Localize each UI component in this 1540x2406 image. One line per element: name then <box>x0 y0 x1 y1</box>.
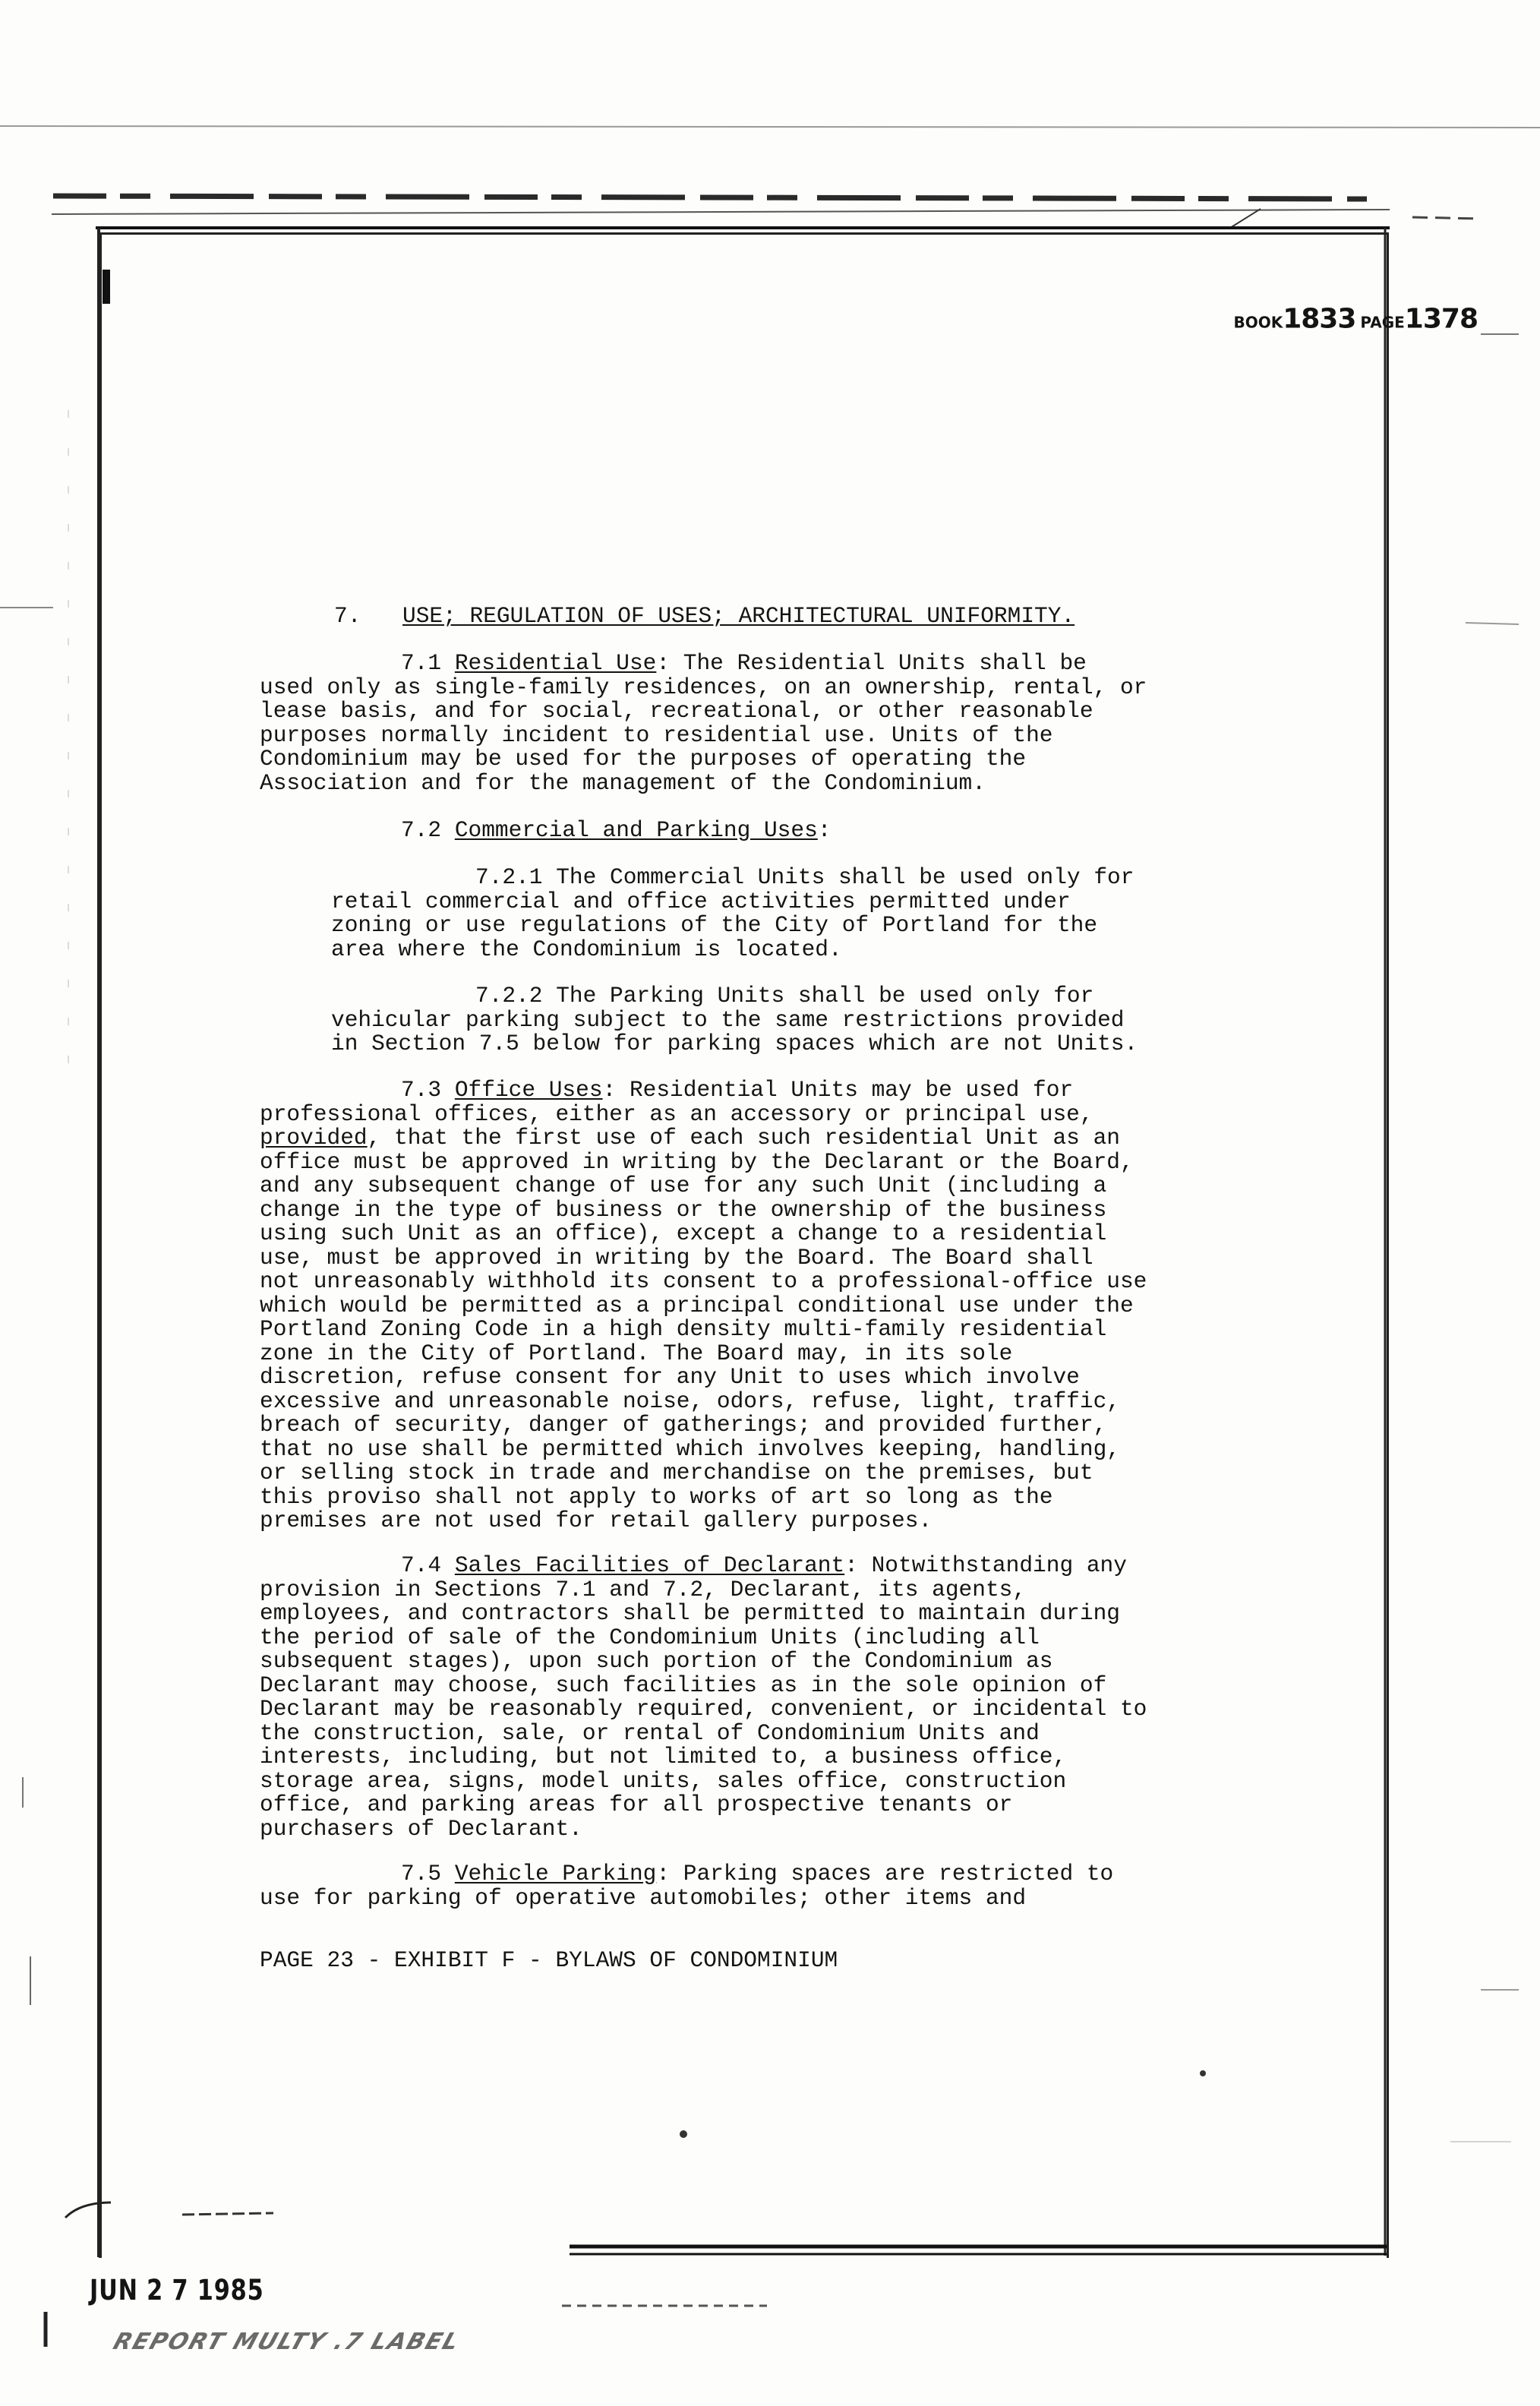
text-line: Association and for the management of the Condominium. <box>260 769 986 796</box>
text-line: purposes normally incident to residential use. Units of the <box>260 721 1053 748</box>
text-line: using such Unit as an office), except a change to a residential <box>260 1220 1107 1246</box>
text-line: excessive and unreasonable noise, odors, refuse, light, traffic, <box>260 1388 1120 1414</box>
text-line: and any subsequent change of use for any such Unit (including a <box>260 1173 1107 1198</box>
text-line: in Section 7.5 below for parking spaces which are not Units. <box>331 1031 1138 1056</box>
paragraph-7-4 <box>260 1554 1147 1841</box>
text-line: retail commercial and office activities permitted under <box>331 888 1071 914</box>
text-line: area where the Condominium is located. <box>331 936 842 962</box>
paragraph-7-1 <box>260 652 1147 795</box>
section-title: USE; REGULATION OF USES; ARCHITECTURAL UNIFORMITY. <box>402 603 1075 629</box>
text-line: discretion, refuse consent for any Unit to uses which involve <box>260 1364 1080 1390</box>
para-text: : The Residential Units shall be <box>656 650 1087 676</box>
para-heading: Residential Use <box>454 650 657 676</box>
text-line: zoning or use regulations of the City of Portland for the <box>331 912 1098 938</box>
illegible-stamp-smudge: REPORT MULTY .7 LABEL <box>109 2329 464 2355</box>
para-text: 7.2.2 The Parking Units shall be used only for <box>475 983 1094 1009</box>
text-line: the construction, sale, or rental of Condominium Units and <box>260 1719 1040 1746</box>
text-line: Condominium may be used for the purposes of operating the <box>260 746 1027 772</box>
text-fragment: , that the first use of each such residential Unit as an <box>367 1125 1120 1151</box>
paragraph-7-3 <box>260 1078 1147 1533</box>
paragraph-7-2-1 <box>331 866 1134 961</box>
text-line: premises are not used for retail gallery purposes. <box>260 1508 933 1533</box>
para-heading: Vehicle Parking <box>454 1861 657 1887</box>
text-line: office must be approved in writing by the Declarant or the Board, <box>260 1148 1134 1175</box>
para-number: 7.5 <box>401 1861 442 1887</box>
book-page-reference <box>1233 304 1478 335</box>
book-label: BOOK <box>1233 313 1283 332</box>
paragraph-7-2 <box>260 819 832 843</box>
text-line: provision in Sections 7.1 and 7.2, Declarant, its agents, <box>260 1576 1027 1602</box>
paragraph-7-5 <box>260 1862 1113 1910</box>
para-text: : Parking spaces are restricted to <box>656 1861 1114 1887</box>
paragraph-7-2-2 <box>331 984 1138 1056</box>
text-line: subsequent stages), upon such portion of the Condominium as <box>260 1648 1053 1674</box>
para-text: 7.2.1 The Commercial Units shall be used only for <box>475 864 1134 890</box>
text-line: professional offices, either as an accessory or principal use, <box>260 1100 1093 1127</box>
text-line: use for parking of operative automobiles; other items and <box>260 1884 1027 1911</box>
text-line: or selling stock in trade and merchandise on the premises, but <box>260 1460 1093 1486</box>
section-heading <box>334 605 1075 629</box>
text-line: which would be permitted as a principal conditional use under the <box>260 1292 1134 1318</box>
text-line: office, and parking areas for all prospective tenants or <box>260 1792 1013 1817</box>
para-number: 7.4 <box>401 1552 442 1578</box>
date-stamp: JUN 2 7 1985 <box>90 2274 264 2307</box>
text-line: Portland Zoning Code in a high density multi-family residential <box>260 1316 1107 1342</box>
page-footer: PAGE 23 - EXHIBIT F - BYLAWS OF CONDOMINIUM <box>260 1947 838 1973</box>
text-line: breach of security, danger of gatherings; and provided further, <box>260 1412 1107 1438</box>
text-line <box>260 1126 1147 1151</box>
text-line: used only as single-family residences, on an ownership, rental, or <box>260 674 1147 700</box>
page-label: PAGE <box>1360 313 1405 332</box>
text-line: the period of sale of the Condominium Units (including all <box>260 1624 1040 1650</box>
text-line: vehicular parking subject to the same restrictions provided <box>331 1006 1125 1033</box>
text-line: change in the type of business or the ownership of the business <box>260 1196 1107 1223</box>
text-line: storage area, signs, model units, sales office, construction <box>260 1767 1067 1794</box>
text-line: not unreasonably withhold its consent to a professional-office use <box>260 1268 1147 1294</box>
text-line: this proviso shall not apply to works of art so long as the <box>260 1483 1053 1510</box>
para-heading: Commercial and Parking Uses <box>454 817 818 843</box>
text-line: employees, and contractors shall be permitted to maintain during <box>260 1600 1120 1626</box>
text-line: use, must be approved in writing by the Board. The Board shall <box>260 1244 1093 1271</box>
para-number: 7.1 <box>401 650 442 676</box>
para-heading: Office Uses <box>454 1077 603 1103</box>
para-text: : Residential Units may be used for <box>602 1077 1074 1103</box>
provided-term: provided <box>260 1125 368 1151</box>
book-number: 1833 <box>1283 303 1356 335</box>
text-line: purchasers of Declarant. <box>260 1815 582 1842</box>
page-number: 1378 <box>1404 303 1478 335</box>
text-line: zone in the City of Portland. The Board may, in its sole <box>260 1340 1013 1366</box>
text-line: Declarant may choose, such facilities as in the sole opinion of <box>260 1672 1107 1698</box>
para-heading: Sales Facilities of Declarant <box>454 1552 845 1578</box>
para-number: 7.3 <box>401 1077 442 1103</box>
text-line: lease basis, and for social, recreational, or other reasonable <box>260 698 1093 724</box>
para-text: : Notwithstanding any <box>844 1552 1127 1578</box>
para-number: 7.2 <box>401 817 442 843</box>
para-text: : <box>817 817 832 843</box>
section-number: 7. <box>334 603 361 629</box>
text-line: interests, including, but not limited to, a business office, <box>260 1744 1067 1770</box>
text-line: that no use shall be permitted which involves keeping, handling, <box>260 1435 1120 1462</box>
text-line: Declarant may be reasonably required, convenient, or incidental to <box>260 1696 1147 1722</box>
